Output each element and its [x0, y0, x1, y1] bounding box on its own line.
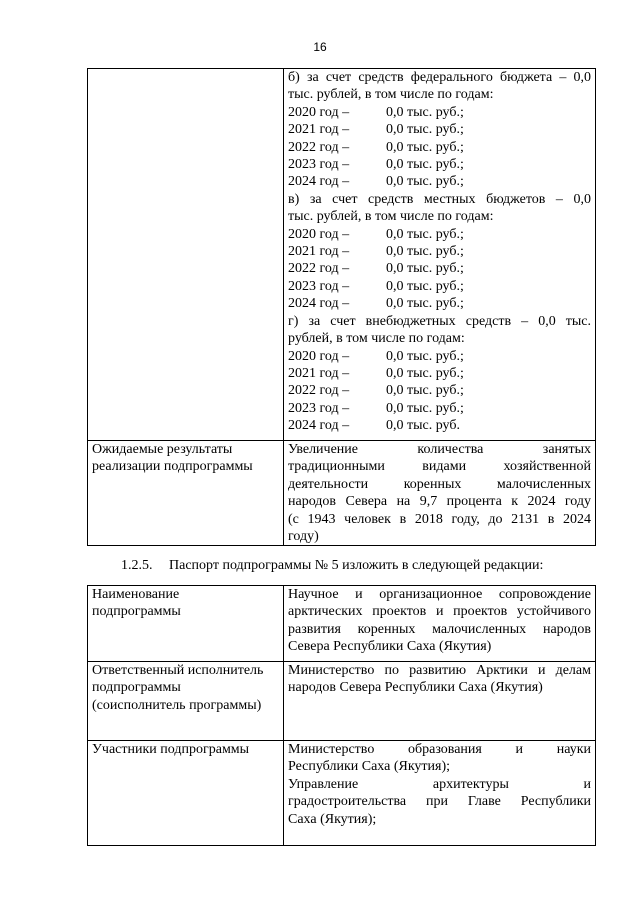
responsible-executor-label-line2: подпрограммы [92, 680, 181, 696]
table-row-responsible-executor [88, 662, 596, 741]
table-row-financing [88, 69, 596, 441]
year-label: 2022 год – [288, 261, 350, 277]
participants-line2: Республики Саха (Якутия); [288, 759, 451, 775]
subprogram-name-label-cell [88, 586, 284, 662]
year-label: 2020 год – [288, 348, 350, 364]
subprogram-name-line: развития коренных малочисленных народов [288, 621, 591, 637]
year-label: 2021 год – [288, 244, 350, 260]
year-amount: 0,0 тыс. руб.; [386, 244, 464, 260]
year-label: 2020 год – [288, 226, 350, 242]
expected-results-label-line1: Ожидаемые результаты [92, 442, 233, 457]
year-amount: 0,0 тыс. руб.; [386, 365, 464, 381]
extrabudget-year-row [288, 400, 591, 417]
local-year-row [288, 260, 591, 277]
federal-year-row [288, 173, 591, 190]
table-row-subprogram-name [88, 586, 596, 662]
year-amount: 0,0 тыс. руб.; [386, 400, 464, 416]
expected-results-value-cell [284, 441, 596, 546]
subprogram-name-last-line: Севера Республики Саха (Якутия) [288, 639, 492, 655]
subprogram-name-label-line2: подпрограммы [92, 604, 181, 620]
year-amount: 0,0 тыс. руб.; [386, 296, 464, 312]
year-label: 2021 год – [288, 365, 350, 381]
expected-results-line: Увеличение количества занятых [288, 442, 591, 457]
extrabudget-year-row [288, 365, 591, 382]
year-amount: 0,0 тыс. руб.; [386, 348, 464, 364]
expected-results-label-line2: реализации подпрограммы [92, 459, 253, 475]
federal-intro-line1: б) за счет средств федерального бюджета – 0,0 [288, 70, 591, 85]
subprogram-5-passport-table [87, 585, 596, 846]
expected-results-last-line: году) [288, 529, 319, 545]
local-intro-line1: в) за счет средств местных бюджетов – 0,0 [288, 191, 591, 207]
year-amount: 0,0 тыс. руб.; [386, 261, 464, 277]
expected-results-line: (с 1943 человек в 2018 году, до 2131 в 2024 [288, 511, 591, 527]
section-number: 1.2.5. [121, 558, 153, 573]
expected-results-line: народов Севера на 9,7 процента к 2024 году [288, 494, 591, 510]
passport-table-continued [87, 68, 596, 546]
section-heading-text: Паспорт подпрограммы № 5 изложить в следующей редакции: [169, 558, 544, 573]
responsible-executor-last-line: народов Севера Республики Саха (Якутия) [288, 680, 543, 696]
year-amount: 0,0 тыс. руб.; [386, 139, 464, 155]
participants-label-cell [88, 741, 284, 846]
year-label: 2020 год – [288, 104, 350, 120]
year-label: 2022 год – [288, 139, 350, 155]
local-year-row [288, 226, 591, 243]
local-year-row [288, 278, 591, 295]
year-amount: 0,0 тыс. руб.; [386, 104, 464, 120]
section-heading [121, 558, 543, 574]
local-year-row [288, 243, 591, 260]
responsible-executor-label-cell [88, 662, 284, 741]
participants-label: Участники подпрограммы [92, 742, 250, 757]
expected-results-line: деятельности коренных малочисленных [288, 476, 591, 492]
financing-value-cell [284, 69, 596, 441]
expected-results-label-cell [88, 441, 284, 546]
year-label: 2024 год – [288, 296, 350, 312]
responsible-executor-value-cell [284, 662, 596, 741]
extrabudget-intro-line1: г) за счет внебюджетных средств – 0,0 тыс. [288, 313, 591, 329]
participants-value-cell [284, 741, 596, 846]
financing-label-cell [88, 69, 284, 441]
subprogram-name-value-cell [284, 586, 596, 662]
year-label: 2024 год – [288, 174, 350, 190]
participants-line4: градостроительства при Главе Республики [288, 794, 591, 810]
year-label: 2023 год – [288, 278, 350, 294]
local-year-row [288, 295, 591, 312]
extrabudget-year-row [288, 348, 591, 365]
table-row-participants [88, 741, 596, 846]
subprogram-name-line: Научное и организационное сопровождение [288, 587, 591, 602]
year-label: 2024 год – [288, 418, 350, 434]
year-label: 2023 год – [288, 400, 350, 416]
responsible-executor-line1: Министерство по развитию Арктики и делам [288, 663, 591, 678]
responsible-executor-label-line1: Ответственный исполнитель [92, 663, 264, 678]
year-amount: 0,0 тыс. руб.; [386, 157, 464, 173]
expected-results-line: традиционными видами хозяйственной [288, 459, 591, 475]
extrabudget-year-row [288, 382, 591, 399]
year-label: 2022 год – [288, 383, 350, 399]
federal-year-row [288, 139, 591, 156]
year-amount: 0,0 тыс. руб.; [386, 226, 464, 242]
year-amount: 0,0 тыс. руб.; [386, 122, 464, 138]
federal-year-row [288, 156, 591, 173]
year-amount: 0,0 тыс. руб. [386, 418, 460, 434]
federal-intro-line2: тыс. рублей, в том числе по годам: [288, 87, 494, 103]
responsible-executor-label-line3: (соисполнитель программы) [92, 697, 262, 713]
year-amount: 0,0 тыс. руб.; [386, 174, 464, 190]
year-label: 2021 год – [288, 122, 350, 138]
extrabudget-intro-line2: рублей, в том числе по годам: [288, 331, 465, 347]
year-amount: 0,0 тыс. руб.; [386, 383, 464, 399]
participants-line3: Управление архитектуры и [288, 776, 591, 792]
subprogram-name-line: арктических проектов и проектов устойчивого [288, 604, 591, 620]
federal-year-row [288, 121, 591, 138]
participants-line1: Министерство образования и науки [288, 742, 591, 757]
extrabudget-year-row [288, 417, 591, 434]
federal-year-row [288, 104, 591, 121]
year-amount: 0,0 тыс. руб.; [386, 278, 464, 294]
local-intro-line2: тыс. рублей, в том числе по годам: [288, 209, 494, 225]
page-number: 16 [313, 40, 327, 54]
participants-line5: Саха (Якутия); [288, 811, 377, 827]
year-label: 2023 год – [288, 157, 350, 173]
subprogram-name-label-line1: Наименование [92, 587, 180, 602]
table-row-expected-results [88, 441, 596, 546]
